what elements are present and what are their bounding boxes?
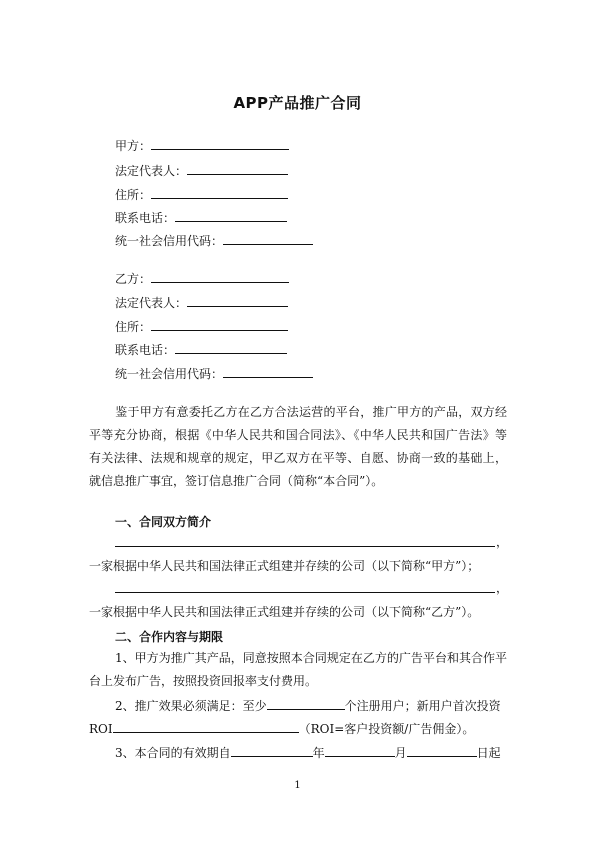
section2-item1 — [89, 647, 507, 693]
party-a-rep-field — [115, 162, 288, 179]
item2-text-a: 2、推广效果必须满足：至少 — [115, 699, 267, 713]
party-a-rep-blank — [187, 162, 288, 175]
item3-month: 月 — [394, 746, 407, 760]
item2-text-b: 个注册用户；新用户首次投资 — [344, 699, 501, 713]
party-b-address-label: 住所： — [115, 320, 152, 334]
party-b-address-blank — [151, 318, 288, 331]
start-month-blank — [325, 744, 395, 757]
party-a-address-label: 住所： — [115, 188, 152, 202]
party-b-credit-label: 统一社会信用代码： — [115, 367, 224, 381]
item3-year: 年 — [312, 746, 325, 760]
party-b-name-label: 乙方： — [115, 272, 152, 286]
intro-paragraph — [89, 401, 507, 493]
party-b-rep-blank — [187, 294, 288, 307]
party-b-name-field — [115, 270, 289, 287]
party-b-rep-field — [115, 294, 288, 311]
intro-text: 鉴于甲方有意委托乙方在乙方合法运营的平台，推广甲方的产品，双方经平等充分协商，根据《中华人民共和国合同法》、《中华人民共和国广告法》等有关法律、法规和规章的规定，甲乙双方在平等、自愿、协商一致的基础上，就信息推广事宜，签订信息推广合同（简称“本合同”）。 — [89, 405, 507, 488]
party-a-credit-field — [115, 232, 313, 249]
party-a-name-label: 甲方： — [115, 139, 152, 153]
section2-item2-line2 — [89, 720, 474, 737]
item2-text-c: （ROI=客户投资额/广告佣金）。 — [298, 722, 475, 736]
party-a-phone-label: 联系电话： — [115, 211, 176, 225]
section2-item2-line1 — [115, 697, 501, 714]
party-b-name-blank — [151, 270, 289, 283]
document-title: APP产品推广合同 — [233, 94, 362, 112]
start-year-blank — [231, 744, 313, 757]
party-b-company-blank — [115, 578, 495, 593]
party-a-phone-blank — [175, 209, 287, 222]
party-b-description: 一家根据中华人民共和国法律正式组建并存续的公司（以下简称“乙方”）。 — [89, 605, 480, 619]
party-a-address-field — [115, 186, 288, 203]
party-b-phone-label: 联系电话： — [115, 343, 176, 357]
roi-blank — [113, 720, 299, 733]
party-b-phone-field — [115, 341, 287, 358]
item2-roi: ROI — [89, 722, 113, 736]
party-a-description: 一家根据中华人民共和国法律正式组建并存续的公司（以下简称“甲方”）； — [89, 559, 480, 573]
party-b-credit-field — [115, 365, 313, 382]
start-day-blank — [407, 744, 477, 757]
party-a-credit-blank — [223, 232, 313, 245]
party-a-company-blank — [115, 532, 495, 547]
party-a-name-blank — [151, 137, 289, 150]
party-a-name-field — [115, 137, 289, 154]
party-a-credit-label: 统一社会信用代码： — [115, 234, 224, 248]
party-a-comma: ， — [496, 535, 509, 549]
section1-heading: 一、合同双方简介 — [115, 515, 212, 529]
party-b-credit-blank — [223, 365, 313, 378]
section2-item3 — [115, 744, 501, 761]
party-b-address-field — [115, 318, 288, 335]
party-b-comma: ， — [496, 581, 509, 595]
party-b-rep-label: 法定代表人： — [115, 296, 188, 310]
section2-heading: 二、合作内容与期限 — [115, 630, 224, 644]
party-b-phone-blank — [175, 341, 287, 354]
registered-users-blank — [267, 697, 345, 710]
page-number: 1 — [294, 780, 301, 791]
item3-day: 日起 — [476, 746, 501, 760]
party-a-phone-field — [115, 209, 287, 226]
item3-text-a: 3、本合同的有效期自 — [115, 746, 231, 760]
party-a-rep-label: 法定代表人： — [115, 164, 188, 178]
party-a-address-blank — [151, 186, 288, 199]
section2-item1-text: 1、甲方为推广其产品，同意按照本合同规定在乙方的广告平台和其合作平台上发布广告，按照投资回报率支付费用。 — [89, 651, 507, 688]
